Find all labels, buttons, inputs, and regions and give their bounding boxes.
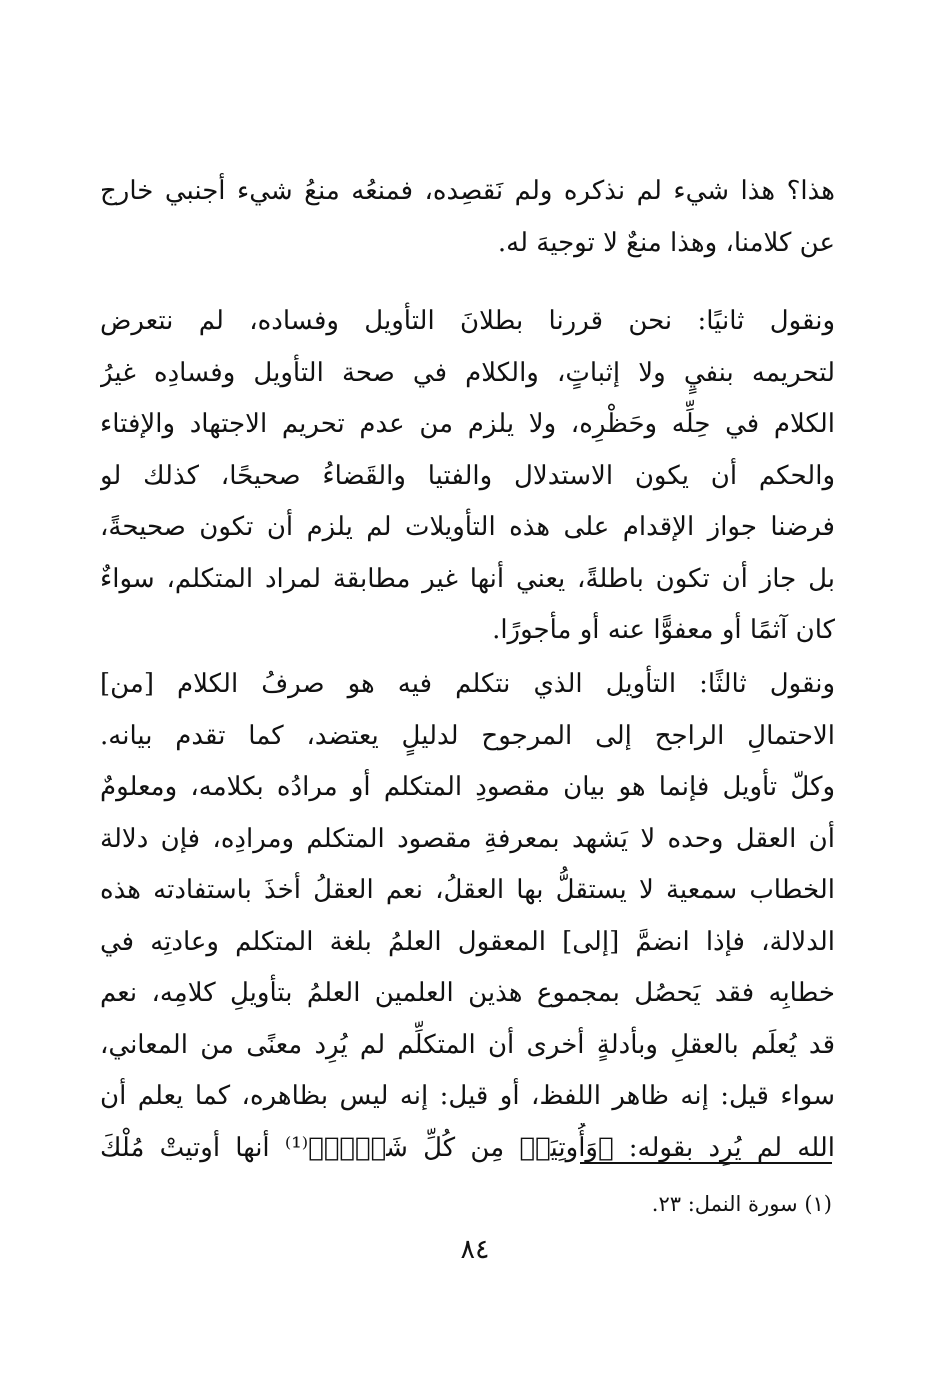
paragraph-3	[100, 659, 835, 1174]
footnote-divider	[580, 1162, 832, 1164]
text-line: ونقول ثالثًا: التأويل الذي نتكلم فيه هو صرفُ الكلام [من]	[100, 669, 835, 699]
text-line: أن العقل وحده لا يَشهد بمعرفةِ مقصود المتكلم ومرادِه، فإن دلالة	[100, 823, 835, 854]
text-line: والحكم أن يكون الاستدلال والفتيا والقَضاءُ صحيحًا، كذلك لو	[100, 460, 835, 491]
text-line: بل جاز أن تكون باطلةً، يعني أنها غير مطابقة لمراد المتكلم، سواءٌ	[100, 563, 835, 594]
text-line: الله لم يُرِد بقوله: ﴿وَأُوتِيَتۡ مِن كُلِّ شَيۡءٖ﴾⁽¹⁾ أنها أوتيتْ مُلْكَ	[100, 1132, 835, 1163]
text-line: ونقول ثانيًا: نحن قررنا بطلانَ التأويل وفساده، لم نتعرض	[100, 306, 835, 336]
text-line: قد يُعلَم بالعقلِ وبأدلةٍ أخرى أن المتكلِّم لم يُرِد معنًى من المعاني،	[100, 1029, 835, 1060]
text-line: الاحتمالِ الراجح إلى المرجوح لدليلٍ يعتضد، كما تقدم بيانه.	[100, 720, 835, 751]
text-line: الكلام في حِلِّه وحَظْرِه، ولا يلزم من عدم تحريم الاجتهاد والإفتاء	[100, 409, 835, 439]
text-line: خطابِه فقد يَحصُل بمجموع هذين العلمين العلمُ بتأويلِ كلامِه، نعم	[100, 978, 835, 1008]
text-line: كان آثمًا أو معفوًّا عنه أو مأجورًا.	[492, 615, 835, 645]
text-line: هذا؟ هذا شيء لم نذكره ولم نَقصِده، فمنعُه منعُ شيء أجنبي خارج	[100, 176, 835, 206]
text-line: الخطاب سمعية لا يستقلُّ بها العقلُ، نعم العقلُ أخذَ باستفادته هذه	[100, 875, 835, 905]
text-line: سواء قيل: إنه ظاهر اللفظ، أو قيل: إنه ليس بظاهره، كما يعلم أن	[100, 1081, 835, 1111]
text-line: لتحريمه بنفيٍ ولا إثباتٍ، والكلام في صحة التأويل وفسادِه غيرُ	[100, 357, 835, 388]
text-line: فرضنا جواز الإقدام على هذه التأويلات لم يلزم أن تكون صحيحةً،	[100, 512, 835, 542]
text-line: وكلّ تأويل فإنما هو بيان مقصودِ المتكلم أو مرادُه بكلامه، ومعلومٌ	[100, 772, 835, 802]
footnote: (١) سورة النمل: ٢٣.	[651, 1192, 832, 1216]
text-line: عن كلامنا، وهذا منعٌ لا توجيهَ له.	[497, 227, 835, 258]
page-number: ٨٤	[460, 1234, 490, 1265]
paragraph-1	[100, 166, 835, 269]
paragraph-2	[100, 296, 835, 657]
text-line: الدلالة، فإذا انضمَّ [إلى] المعقول العلمُ بلغة المتكلم وعادتِه في	[100, 926, 835, 957]
